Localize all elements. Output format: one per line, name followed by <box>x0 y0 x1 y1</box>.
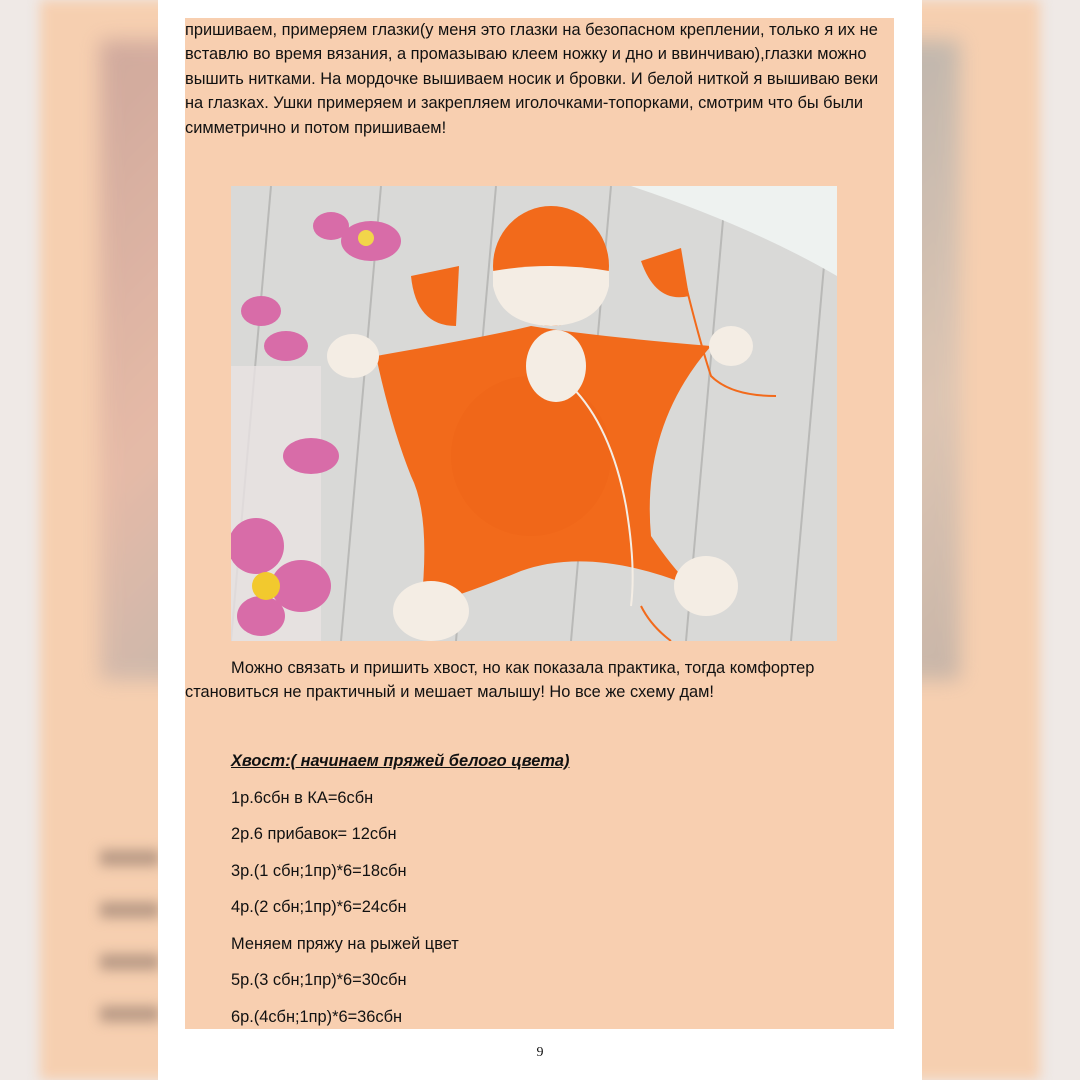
pattern-row: 3р.(1 сбн;1пр)*6=18сбн <box>231 862 407 880</box>
pattern-row: Меняем пряжу на рыжей цвет <box>231 935 459 953</box>
page-number: 9 <box>536 1045 544 1060</box>
intro-paragraph: пришиваем, примеряем глазки(у меня это глазки на безопасном креплении, только я их не вставлю во время вязания, а промазываю клеем ножку и дно и ввинчиваю),глазки можно вышить нитками. На мордочке вышиваем носик и бровки. И белой ниткой я вышиваю веки на глазках. Ушки примеряем и закрепляем иголочками-топорками, смотрим что бы были симметрично и потом пришиваем! <box>185 21 879 137</box>
document-page <box>158 0 922 1080</box>
crochet-toy-photo <box>231 186 837 641</box>
pattern-row: 6р.(4сбн;1пр)*6=36сбн <box>231 1008 403 1026</box>
pattern-row: 2р.6 прибавок= 12сбн <box>231 825 397 843</box>
tail-note-paragraph <box>185 656 894 705</box>
tail-heading: Хвост:( начинаем пряжей белого цвета) <box>231 752 570 770</box>
pattern-row: 4р.(2 сбн;1пр)*6=24сбн <box>231 898 407 916</box>
tail-note-text: Можно связать и пришить хвост, но как показала практика, тогда комфортер становиться не практичный и мешает малышу! Но все же схему дам! <box>185 659 815 702</box>
page-content <box>185 18 894 1029</box>
pattern-row: 1р.6сбн в КА=6сбн <box>231 789 374 807</box>
pattern-row: 5р.(3 сбн;1пр)*6=30сбн <box>231 971 407 989</box>
